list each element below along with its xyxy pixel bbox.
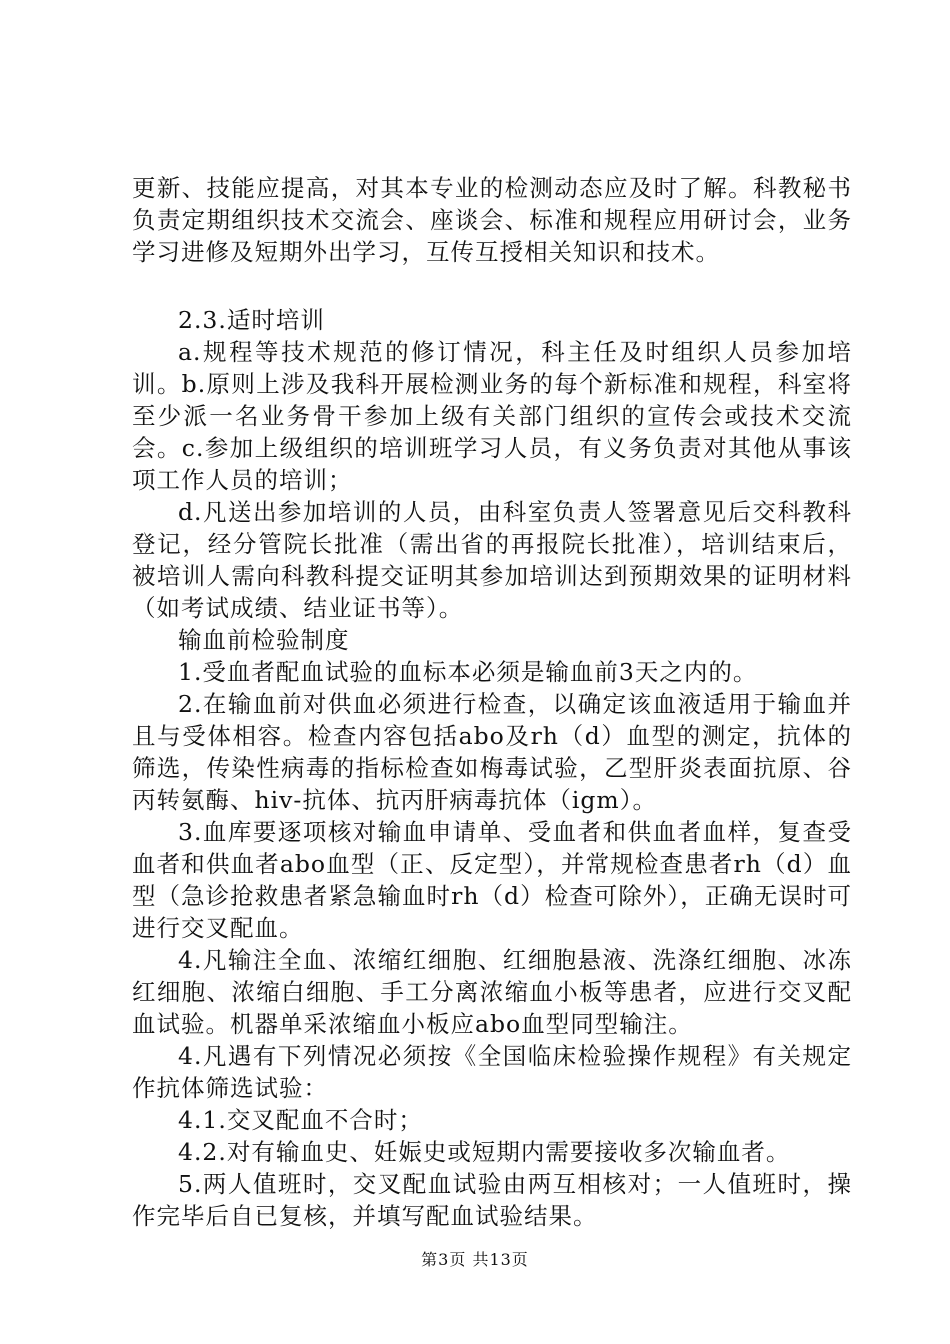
paragraph-item-5: 5.两人值班时，交叉配血试验由两互相核对；一人值班时，操作完毕后自已复核，并填写配血试验结果。 [132, 1170, 852, 1230]
section-heading-pretransfusion: 输血前检验制度 [178, 626, 350, 654]
paragraph-item-4-2: 4.2.对有输血史、妊娠史或短期内需要接收多次输血者。 [178, 1138, 791, 1166]
paragraph-item-2: 2.在输血前对供血必须进行检查，以确定该血液适用于输血并且与受体相容。检查内容包括abo及rh（d）血型的测定，抗体的筛选，传染性病毒的指标检查如梅毒试验，乙型肝炎表面抗原、谷丙转氨酶、hiv-抗体、抗丙肝病毒抗体（igm）。 [132, 690, 852, 814]
paragraph-item-4-antibody: 4.凡遇有下列情况必须按《全国临床检验操作规程》有关规定作抗体筛选试验： [132, 1042, 852, 1102]
paragraph-continuation: 更新、技能应提高，对其本专业的检测动态应及时了解。科教秘书负责定期组织技术交流会、座谈会、标准和规程应用研讨会，业务学习进修及短期外出学习，互传互授相关知识和技术。 [132, 174, 852, 266]
paragraph-training-d: d.凡送出参加培训的人员，由科室负责人签署意见后交科教科登记，经分管院长批准（需出省的再报院长批准），培训结束后，被培训人需向科教科提交证明其参加培训达到预期效果的证明材料（如考试成绩、结业证书等）。 [132, 498, 852, 622]
paragraph-item-3: 3.血库要逐项核对输血申请单、受血者和供血者血样，复查受血者和供血者abo血型（正、反定型），并常规检查患者rh（d）血型（急诊抢救患者紧急输血时rh（d）检查可除外），正确无误时可进行交叉配血。 [132, 818, 852, 942]
paragraph-item-1: 1.受血者配血试验的血标本必须是输血前3天之内的。 [178, 658, 758, 686]
page-number-footer: 第3页 共13页 [421, 1250, 529, 1269]
section-heading-training: 2.3.适时培训 [178, 306, 325, 334]
paragraph-item-4: 4.凡输注全血、浓缩红细胞、红细胞悬液、洗涤红细胞、冰冻红细胞、浓缩白细胞、手工分离浓缩血小板等患者，应进行交叉配血试验。机器单采浓缩血小板应abo血型同型输注。 [132, 946, 852, 1038]
paragraph-training-abc: a.规程等技术规范的修订情况，科主任及时组织人员参加培训。b.原则上涉及我科开展检测业务的每个新标准和规程，科室将至少派一名业务骨干参加上级有关部门组织的宣传会或技术交流会。c.参加上级组织的培训班学习人员，有义务负责对其他从事该项工作人员的培训； [132, 338, 852, 494]
paragraph-item-4-1: 4.1.交叉配血不合时； [178, 1106, 423, 1134]
document-body [132, 172, 852, 1232]
